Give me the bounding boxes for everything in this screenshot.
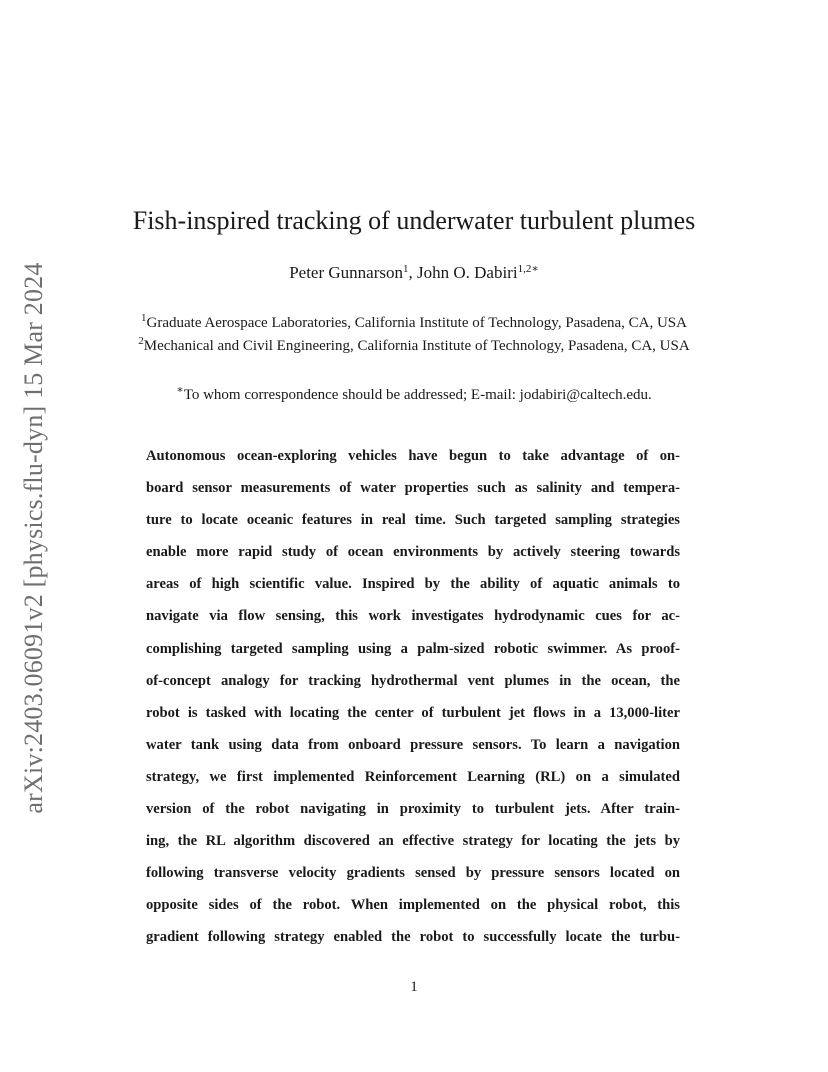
abstract-line: water tank using data from onboard pressure sensors. To learn a navigation [146,736,680,753]
abstract-line: gradient following strategy enabled the robot to successfully locate the turbu- [146,929,680,946]
affiliation-1 [0,313,828,333]
abstract-line: ture to locate oceanic features in real time. Such targeted sampling strategies [146,512,680,529]
author-affiliation-mark: 1 [402,263,409,275]
abstract-line: areas of high scientific value. Inspired by the ability of aquatic animals to [146,576,680,593]
abstract-line: Autonomous ocean-exploring vehicles have begun to take advantage of on- [146,448,680,464]
abstract-line: robot is tasked with locating the center of turbulent jet flows in a 13,000-liter [146,704,680,721]
affiliation-2 [0,336,828,356]
correspondence-note [0,385,828,405]
abstract [146,445,680,959]
correspondence-mark: ∗ [176,384,184,396]
arxiv-identifier-stamp: arXiv:2403.06091v2 [physics.flu-dyn] 15 Mar 2024 [19,262,48,814]
abstract-line: complishing targeted sampling using a palm-sized robotic swimmer. As proof- [146,640,680,657]
affiliation-text: Graduate Aerospace Laboratories, California Institute of Technology, Pasadena, CA, USA [146,315,687,331]
abstract-line: following transverse velocity gradients sensed by pressure sensors located on [146,865,680,882]
abstract-line: strategy, we first implemented Reinforcement Learning (RL) on a simulated [146,768,680,785]
abstract-line: navigate via flow sensing, this work investigates hydrodynamic cues for ac- [146,608,680,625]
author-separator: , [408,263,417,282]
author-list [0,262,828,284]
abstract-line: enable more rapid study of ocean environments by actively steering towards [146,544,680,561]
paper-title: Fish-inspired tracking of underwater turbulent plumes [132,206,696,235]
abstract-line: version of the robot navigating in proximity to turbulent jets. After train- [146,801,680,818]
affiliation-mark: 1 [141,312,147,324]
affiliation-mark: 2 [138,335,144,347]
page-number: 1 [410,979,418,995]
correspondence-text: To whom correspondence should be addressed; E-mail: jodabiri@caltech.edu. [183,387,652,403]
abstract-line: of-concept analogy for tracking hydrothermal vent plumes in the ocean, the [146,672,680,689]
author-affiliation-mark: 1,2∗ [517,263,539,275]
abstract-line: opposite sides of the robot. When implemented on the physical robot, this [146,897,680,914]
abstract-line: ing, the RL algorithm discovered an effective strategy for locating the jets by [146,833,680,850]
affiliation-text: Mechanical and Civil Engineering, California Institute of Technology, Pasadena, CA, USA [143,338,690,354]
author-name: Peter Gunnarson [289,263,403,282]
abstract-line: board sensor measurements of water properties such as salinity and tempera- [146,480,680,497]
author-name: John O. Dabiri [416,263,518,282]
